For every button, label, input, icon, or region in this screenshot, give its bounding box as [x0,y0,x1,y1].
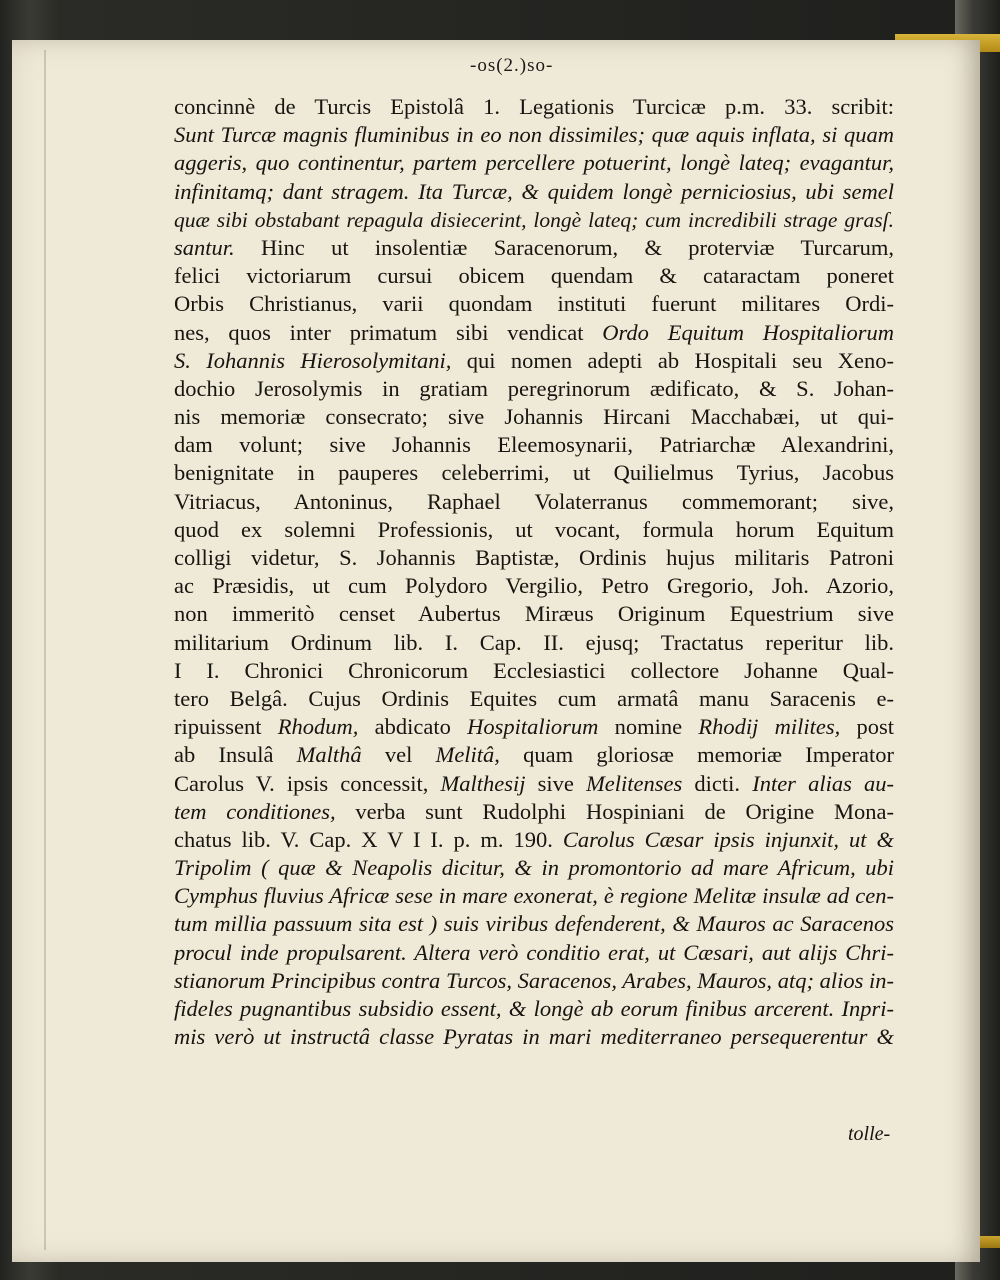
text-segment: nes, quos inter primatum sibi vendicat [174,319,603,345]
text-segment: Rhodij milites, [698,714,841,740]
text-segment: Inter alias au- [752,770,894,796]
text-segment: Sunt Turcæ magnis fluminibus in eo non dissimiles; quæ aquis inflata, si quam [174,122,894,148]
text-segment: aggeris, quo continentur, partem percellere potuerint, longè lateq; evagantur, [174,150,894,176]
text-line [174,516,894,544]
text-segment: tero Belgâ. Cujus Ordinis Equites cum armatâ manu Saracenis e- [174,685,894,711]
text-line [174,967,894,995]
text-line [174,121,894,149]
text-line [174,713,894,741]
text-segment: concinnè de Turcis Epistolâ 1. Legationis Turcicæ p.m. 33. scribit: [174,94,894,119]
text-line [174,93,894,121]
text-segment: verba sunt Rudolphi Hospiniani de Origine Mona- [335,798,894,824]
text-segment: benignitate in pauperes celeberrimi, ut Quilielmus Tyrius, Jacobus [174,460,894,486]
text-line [174,854,894,882]
page-number: -os(2.)so- [470,55,554,76]
text-segment: Melitâ, [435,742,500,768]
text-line [174,178,894,206]
text-line [174,1023,894,1051]
text-segment: infinitamq; dant stragem. Ita Turcæ, & quidem longè perniciosius, ubi semel [174,178,894,204]
text-segment: chatus lib. V. Cap. X V I I. p. m. 190. [174,826,563,852]
text-segment: Cymphus fluvius Africæ sese in mare exonerat, è regione Melitæ insulæ ad cen- [174,883,894,909]
text-line [174,347,894,375]
text-segment: dochio Jerosolymis in gratiam peregrinorum ædificato, & S. Johan- [174,375,894,401]
text-segment: I I. Chronici Chronicorum Ecclesiastici collectore Johanne Qual- [174,657,894,683]
text-segment: nis memoriæ consecrato; sive Johannis Hircani Macchabæi, ut qui- [174,404,894,430]
text-segment: mis verò ut instructâ classe Pyratas in mari mediterraneo persequerentur & [174,1024,894,1050]
text-line [174,995,894,1023]
text-line [174,206,894,234]
text-segment: qui nomen adepti ab Hospitali seu Xeno- [451,347,894,373]
text-line [174,798,894,826]
text-segment: procul inde propulsarent. Altera verò conditio erat, ut Cæsari, aut alijs Chri- [174,939,894,965]
page-ruling-line [44,50,46,1250]
text-line [174,657,894,685]
text-segment: Ordo Equitum Hospitaliorum [602,319,894,345]
text-segment: S. Iohannis Hierosolymitani, [174,347,452,373]
text-segment: abdicato [358,714,468,740]
text-line [174,319,894,347]
text-line [174,262,894,290]
text-segment: Carolus Cæsar ipsis injunxit, ut & [562,826,894,852]
text-line [174,459,894,487]
text-segment: ripuissent [174,714,278,740]
text-segment: dam volunt; sive Johannis Eleemosynarii, Patriarchæ Alexandrini, [174,432,894,458]
text-segment: colligi videtur, S. Johannis Baptistæ, Ordinis hujus militaris Patroni [174,545,894,570]
text-segment: Malthesij [440,770,526,796]
text-segment: ab Insulâ [174,742,297,768]
text-segment: stianorum Principibus contra Turcos, Saracenos, Arabes, Mauros, atq; alios in- [174,967,894,993]
text-line [174,629,894,657]
text-line [174,544,894,572]
text-line [174,234,894,262]
text-line [174,910,894,938]
text-segment: fideles pugnantibus subsidio essent, & longè ab eorum finibus arcerent. Inpri- [174,996,894,1021]
text-segment: Carolus V. ipsis concessit, [174,770,441,796]
text-segment: Melitenses [586,770,683,796]
text-segment: tem conditiones, [174,798,336,824]
text-segment: quam gloriosæ memoriæ Imperator [499,742,894,768]
text-segment: nomine [598,714,699,740]
text-segment: tum millia passuum sita est ) suis viribus defenderent, & Mauros ac Saracenos [174,911,894,937]
text-segment: Hospitaliorum [467,714,599,740]
text-line [174,685,894,713]
text-segment: Vitriacus, Antoninus, Raphael Volaterranus commemorant; sive, [174,488,894,514]
text-segment: militarium Ordinum lib. I. Cap. II. ejusq; Tractatus reperitur lib. [174,629,894,655]
text-line [174,572,894,600]
text-line [174,882,894,910]
text-line [174,375,894,403]
text-line [174,939,894,967]
text-segment: quæ sibi obstabant repagula disiecerint, longè lateq; cum incredibili strage grasſ. [174,207,894,232]
text-line [174,431,894,459]
text-segment: dicti. [682,770,753,796]
text-segment: non immeritò censet Aubertus Miræus Originum Equestrium sive [174,601,894,627]
text-line [174,770,894,798]
text-line [174,149,894,177]
text-segment: vel [361,742,436,768]
text-segment: Tripolim ( quæ & Neapolis dicitur, & in promontorio ad mare Africum, ubi [174,855,894,881]
text-segment: Hinc ut insolentiæ Saracenorum, & proterviæ Turcarum, [234,234,894,260]
text-segment: Malthâ [296,742,362,768]
text-segment: Orbis Christianus, varii quondam instituti fuerunt militares Ordi- [174,291,894,317]
catchword: tolle- [848,1123,891,1145]
text-line [174,488,894,516]
text-segment: felici victoriarum cursui obicem quendam & cataractam poneret [174,263,894,289]
text-segment: santur. [174,234,235,260]
text-segment: sive [525,770,587,796]
text-segment: quod ex solemni Professionis, ut vocant, formula horum Equitum [174,516,894,542]
text-line [174,290,894,318]
text-line [174,741,894,769]
text-line [174,826,894,854]
text-segment: post [840,714,894,740]
body-text [174,93,894,1051]
text-segment: Rhodum, [277,714,359,740]
text-line [174,403,894,431]
text-segment: ac Præsidis, ut cum Polydoro Vergilio, Petro Gregorio, Joh. Azorio, [174,573,894,599]
text-line [174,600,894,628]
